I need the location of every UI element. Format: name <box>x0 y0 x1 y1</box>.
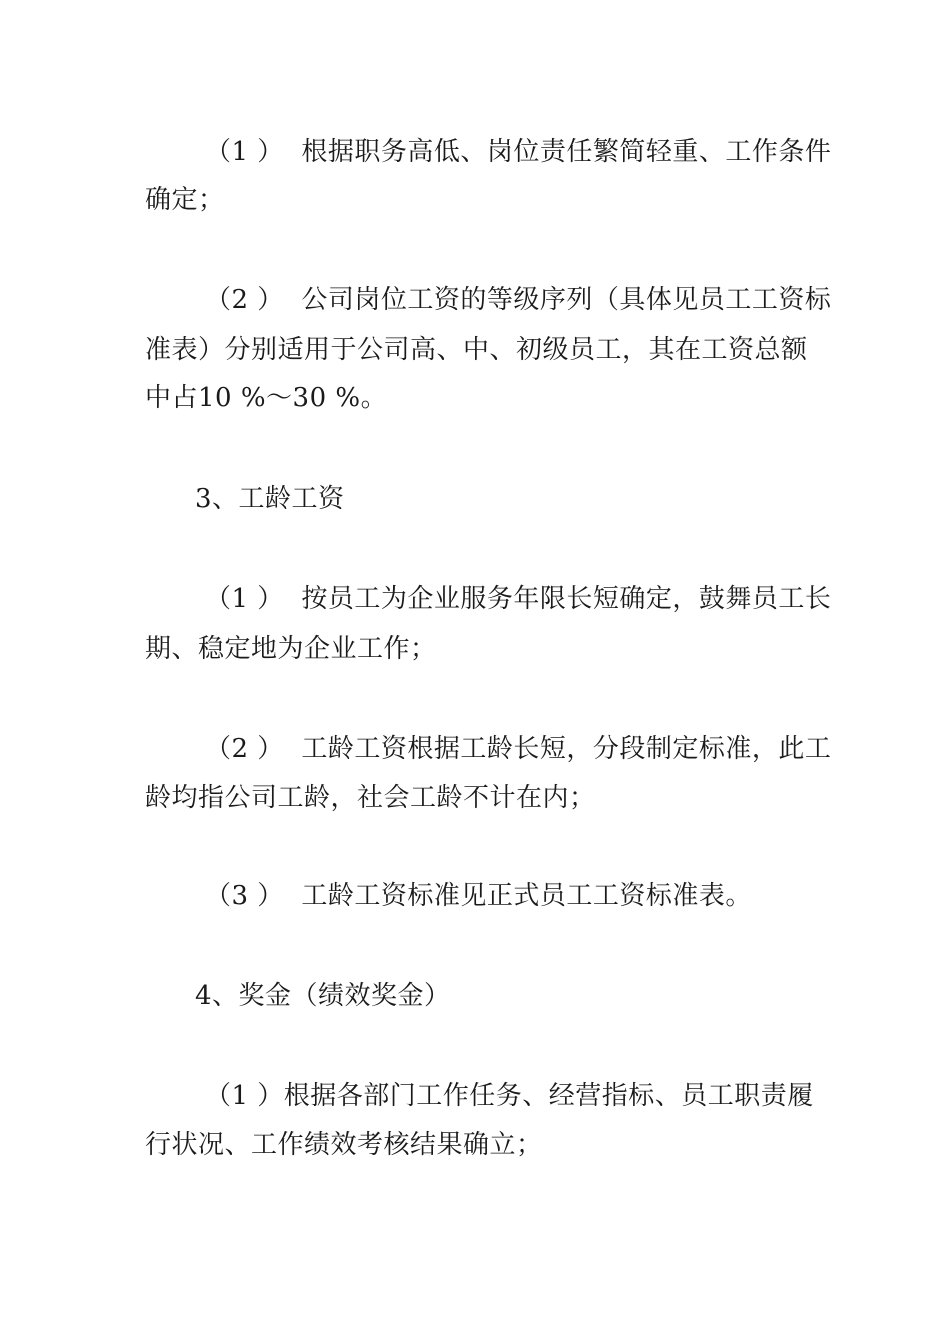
paragraph-line: 龄均指公司工龄，社会工龄不计在内； <box>145 783 596 813</box>
paragraph-line: 确定； <box>145 185 225 215</box>
paragraph-line: （1 ） 按员工为企业服务年限长短确定，鼓舞员工长 <box>205 584 832 614</box>
paragraph-line: 中占10 %～30 %。 <box>145 383 388 413</box>
paragraph-line: 期、稳定地为企业工作； <box>145 634 437 664</box>
paragraph-line: （1 ）根据各部门工作任务、经营指标、员工职责履 <box>205 1081 814 1111</box>
paragraph-line: （1 ） 根据职务高低、岗位责任繁简轻重、工作条件 <box>205 137 832 167</box>
paragraph-line: （2 ） 公司岗位工资的等级序列（具体见员工工资标 <box>205 285 832 315</box>
paragraph-line: （2 ） 工龄工资根据工龄长短，分段制定标准，此工 <box>205 734 832 764</box>
paragraph-line: 准表）分别适用于公司高、中、初级员工，其在工资总额 <box>145 335 808 365</box>
section-heading: 3、工龄工资 <box>195 484 345 514</box>
section-heading: 4、奖金（绩效奖金） <box>195 981 451 1011</box>
paragraph-line: 行状况、工作绩效考核结果确立； <box>145 1130 543 1160</box>
paragraph-line: （3 ） 工龄工资标准见正式员工工资标准表。 <box>205 881 752 911</box>
